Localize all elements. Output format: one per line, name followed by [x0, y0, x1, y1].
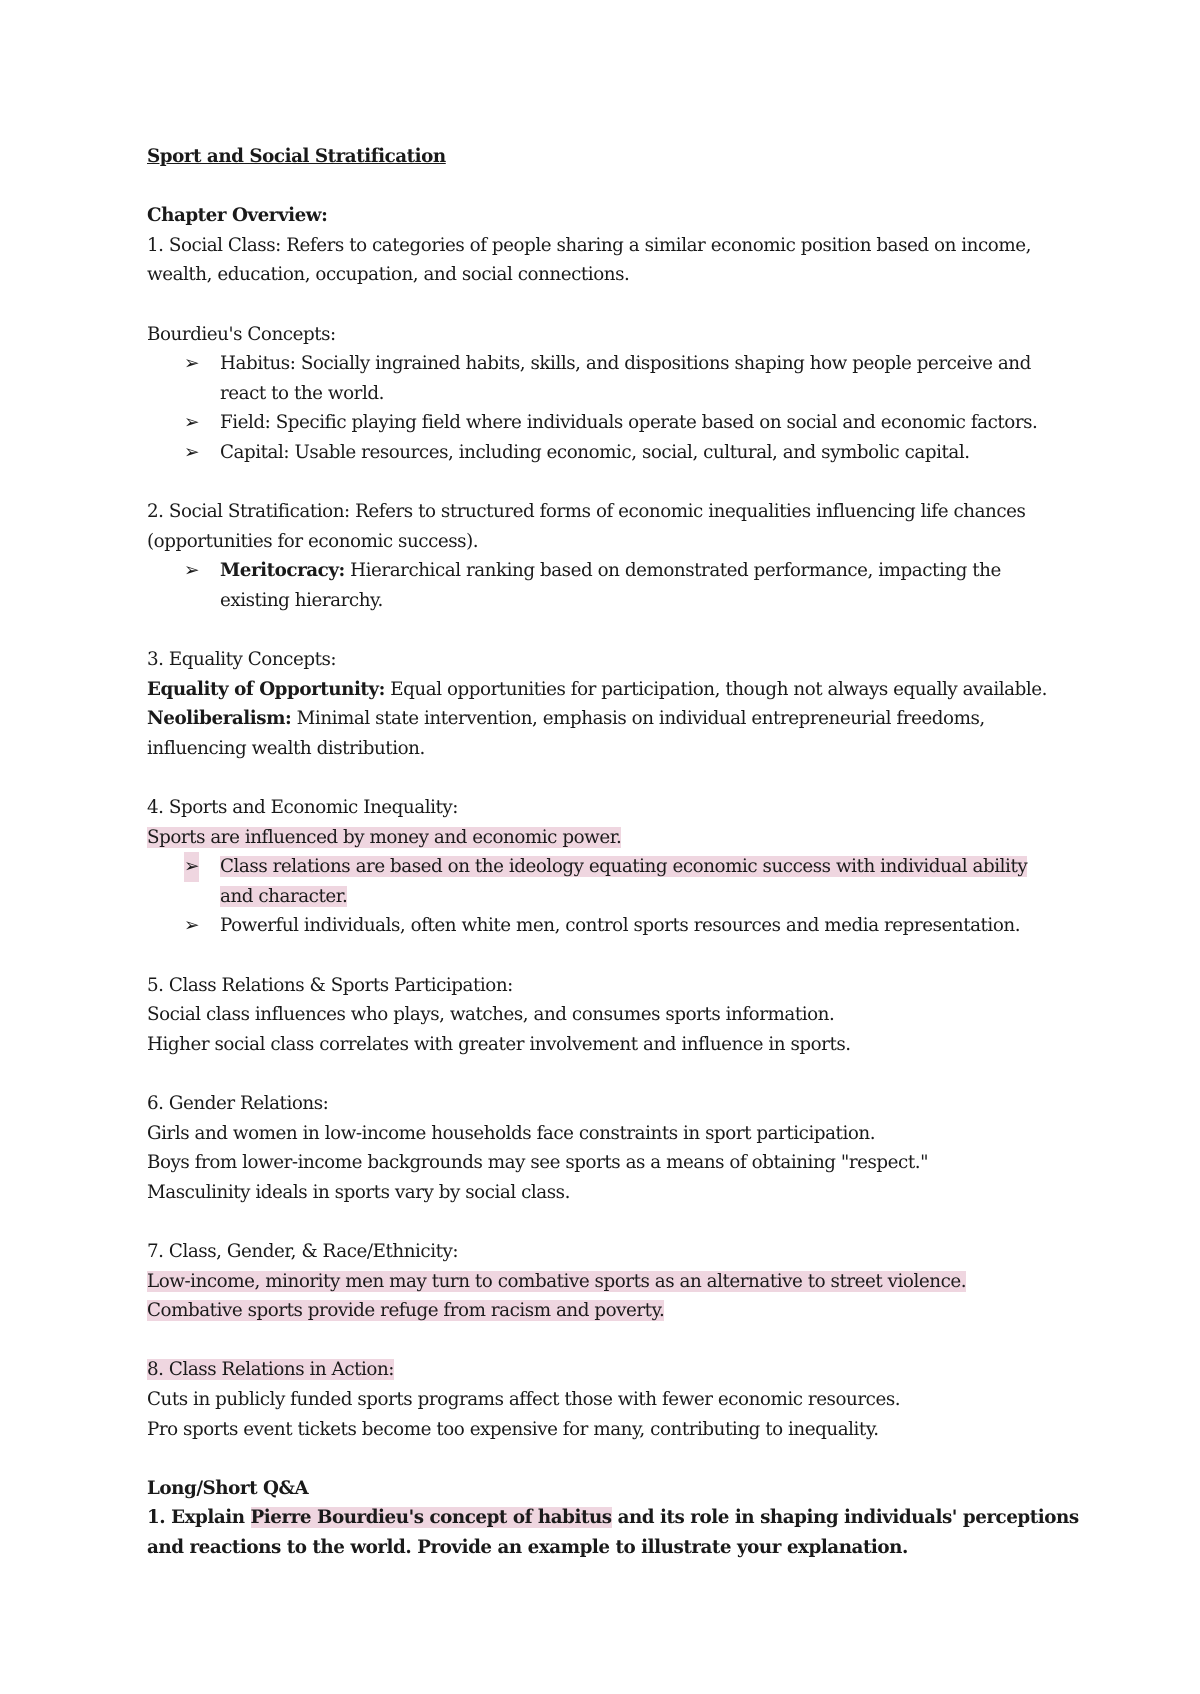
- stratification-line-2: (opportunities for economic success).: [147, 530, 479, 552]
- arrow-bullet-icon: ➢: [184, 852, 199, 882]
- question-1-line-1: 1. Explain Pierre Bourdieu's concept of habitus and its role in shaping individuals' perceptions: [147, 1507, 1079, 1529]
- gender-line-2: Boys from lower-income backgrounds may see sports as a means of obtaining "respect.": [147, 1152, 929, 1174]
- gender-line-3: Masculinity ideals in sports vary by social class.: [147, 1181, 570, 1203]
- action-line-1: Cuts in publicly funded sports programs affect those with fewer economic resources.: [147, 1388, 901, 1410]
- neoliberalism-line: Neoliberalism: Minimal state intervention, emphasis on individual entrepreneurial freedoms,: [147, 708, 985, 730]
- highlight: Class relations are based on the ideology equating economic success with individual ability: [220, 856, 1028, 878]
- overview-heading: Chapter Overview:: [147, 205, 328, 227]
- race-line-2: [147, 1296, 1077, 1326]
- bullet-powerful-individuals: ➢ Powerful individuals, often white men, control sports resources and media representation.: [147, 911, 1077, 941]
- highlight: Sports are influenced by money and economic power.: [147, 826, 622, 848]
- social-class-line-2: wealth, education, occupation, and social connections.: [147, 264, 630, 286]
- stratification-line-1: 2. Social Stratification: Refers to structured forms of economic inequalities influencing life chances: [147, 501, 1026, 523]
- social-class-line-1: 1. Social Class: Refers to categories of people sharing a similar economic position based on income,: [147, 234, 1031, 256]
- gender-line-1: Girls and women in low-income households face constraints in sport participation.: [147, 1122, 876, 1144]
- arrow-bullet-icon: ➢: [184, 915, 199, 937]
- action-heading: [147, 1355, 1077, 1385]
- highlight: and character.: [220, 885, 348, 907]
- participation-heading: 5. Class Relations & Sports Participation:: [147, 974, 513, 996]
- highlight: Pierre Bourdieu's concept of habitus: [250, 1507, 612, 1529]
- race-heading: 7. Class, Gender, & Race/Ethnicity:: [147, 1240, 459, 1262]
- question-1-line-2: and reactions to the world. Provide an example to illustrate your explanation.: [147, 1536, 908, 1558]
- participation-line-1: Social class influences who plays, watches, and consumes sports information.: [147, 1004, 835, 1026]
- bullet-field: ➢ Field: Specific playing field where individuals operate based on social and economic factors.: [147, 408, 1077, 438]
- action-line-2: Pro sports event tickets become too expensive for many, contributing to inequality.: [147, 1418, 879, 1440]
- arrow-bullet-icon: ➢: [184, 560, 199, 582]
- equality-of-opportunity-line: Equality of Opportunity: Equal opportunities for participation, though not always equally available.: [147, 678, 1048, 700]
- document-title: Sport and Social Stratification: [147, 146, 446, 167]
- economic-inequality-line-1: [147, 823, 1077, 853]
- qa-heading: Long/Short Q&A: [147, 1477, 309, 1499]
- equality-heading: 3. Equality Concepts:: [147, 649, 337, 671]
- highlight: 8. Class Relations in Action:: [147, 1359, 395, 1381]
- arrow-bullet-icon: ➢: [184, 441, 199, 463]
- bullet-class-relations-ideology: [147, 852, 1077, 911]
- document-body: [147, 142, 1077, 1563]
- participation-line-2: Higher social class correlates with greater involvement and influence in sports.: [147, 1033, 851, 1055]
- bullet-habitus: ➢ Habitus: Socially ingrained habits, skills, and dispositions shaping how people perceive and react to the world.: [147, 349, 1077, 408]
- arrow-bullet-icon: ➢: [184, 412, 199, 434]
- highlight: Combative sports provide refuge from racism and poverty.: [147, 1300, 665, 1322]
- gender-heading: 6. Gender Relations:: [147, 1093, 329, 1114]
- neoliberalism-line-2: influencing wealth distribution.: [147, 737, 425, 759]
- arrow-bullet-icon: ➢: [184, 353, 199, 375]
- bullet-meritocracy: ➢ Meritocracy: Hierarchical ranking based on demonstrated performance, impacting the existing hierarchy.: [147, 556, 1077, 615]
- bullet-capital: ➢ Capital: Usable resources, including economic, social, cultural, and symbolic capital.: [147, 438, 1077, 468]
- race-line-1: [147, 1267, 1077, 1297]
- meritocracy-term: Meritocracy:: [220, 560, 345, 582]
- highlight: Low-income, minority men may turn to combative sports as an alternative to street violence.: [147, 1270, 967, 1292]
- economic-inequality-heading: 4. Sports and Economic Inequality:: [147, 797, 458, 819]
- bourdieu-heading: Bourdieu's Concepts:: [147, 323, 336, 345]
